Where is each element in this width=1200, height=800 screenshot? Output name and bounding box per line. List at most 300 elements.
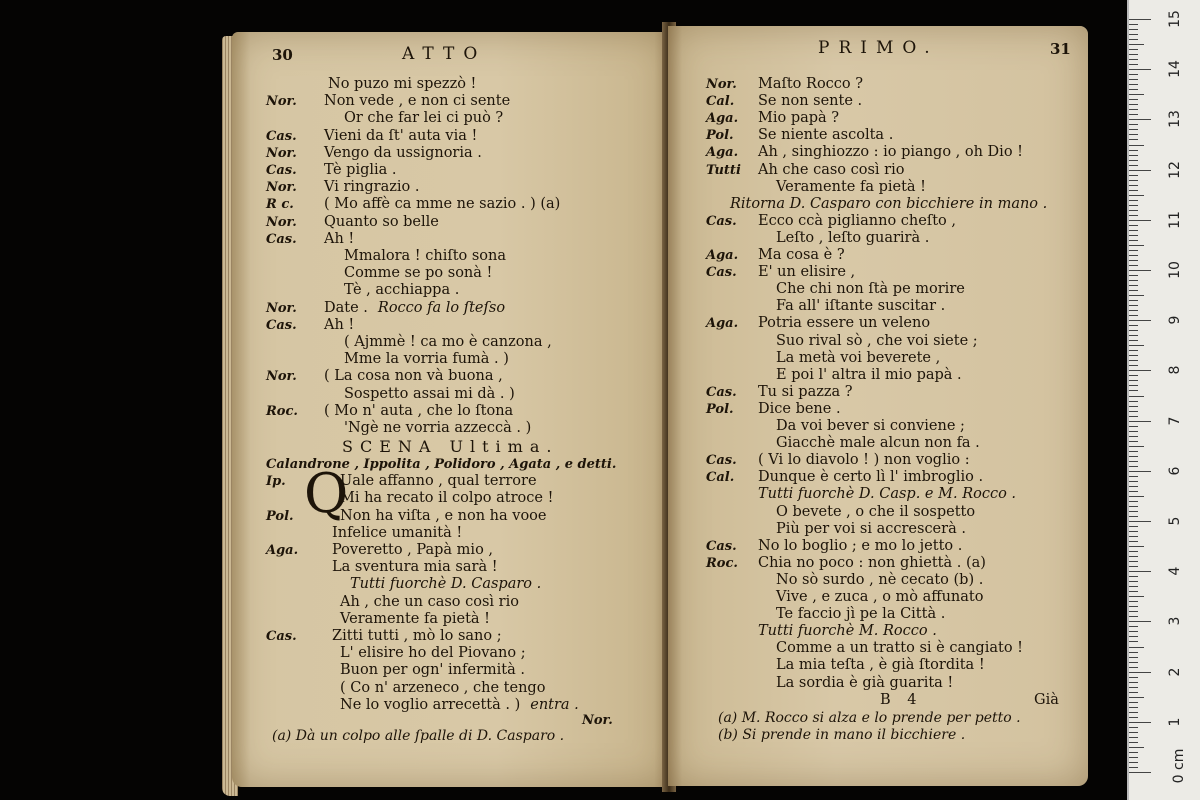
- ruler-tick: [1129, 707, 1138, 708]
- verse-line: [340, 594, 519, 611]
- verse-line: [776, 521, 966, 538]
- ruler-number: 11: [1167, 210, 1183, 229]
- verse-text: No sò surdo , nè cecato (b) .: [776, 571, 984, 588]
- stage-direction: Ritorna D. Casparo con bicchiere in mano .: [730, 195, 1048, 212]
- verse-text: Ah !: [324, 230, 355, 247]
- verse-line: [340, 697, 579, 714]
- signature-mark: B 4: [880, 691, 923, 708]
- verse-text: Ecco ccà piglianno cheſto ,: [758, 212, 956, 229]
- stage-direction: Tutti fuorchè M. Rocco .: [758, 623, 937, 640]
- speaker-label: Nor.: [706, 77, 737, 92]
- ruler-number: 3: [1167, 616, 1183, 626]
- ruler-tick: [1129, 677, 1138, 678]
- ruler-tick: [1129, 531, 1138, 532]
- ruler-tick: [1129, 215, 1138, 216]
- ruler-tick: [1129, 340, 1138, 341]
- verse-text: ( Vi lo diavolo ! ) non voglio :: [758, 452, 970, 469]
- ruler-tick: [1129, 180, 1138, 181]
- verse-line: [324, 300, 505, 317]
- verse-line: [344, 248, 506, 265]
- ruler-tick: [1129, 541, 1138, 542]
- verse-line: [324, 145, 482, 162]
- ruler-tick: [1129, 150, 1138, 151]
- right-page: [668, 26, 1088, 786]
- verse-line: [332, 628, 502, 645]
- stage-direction: Tutti fuorchè D. Casparo .: [350, 576, 542, 593]
- speaker-label: Cas.: [266, 163, 297, 178]
- ruler-tick: [1129, 24, 1138, 25]
- ruler-number: 4: [1167, 566, 1183, 576]
- verse-text: L' elisire ho del Piovano ;: [340, 645, 526, 662]
- verse-text: La sordia è già guarita !: [776, 674, 954, 691]
- ruler-number: 1: [1167, 717, 1183, 727]
- ruler-tick: [1129, 205, 1138, 206]
- ruler-tick: [1129, 305, 1138, 306]
- verse-line: [758, 213, 956, 230]
- verse-line: [776, 504, 975, 521]
- verse-line: [758, 486, 1016, 503]
- ruler-tick: [1129, 175, 1138, 176]
- verse-line: [776, 640, 1023, 657]
- verse-text: Leſto , leſto guarirà .: [776, 229, 930, 246]
- ruler-tick: [1129, 702, 1138, 703]
- speaker-label: Nor.: [266, 214, 297, 230]
- ruler-tick: [1129, 310, 1138, 311]
- ruler-tick: [1129, 290, 1138, 291]
- speaker-label: R c.: [266, 197, 294, 213]
- verse-text: Ne lo voglio arrecettà . ): [340, 696, 521, 713]
- ruler-tick: [1129, 616, 1138, 617]
- ruler-tick: [1129, 451, 1138, 452]
- ruler-tick: [1129, 385, 1138, 386]
- ruler-tick: [1129, 375, 1138, 376]
- ruler-tick: [1129, 416, 1138, 417]
- verse-line: [758, 247, 845, 264]
- ruler-tick: [1129, 74, 1138, 75]
- ruler-tick: [1129, 747, 1144, 748]
- ruler-tick: [1129, 727, 1138, 728]
- verse-line: [324, 93, 510, 110]
- verse-line: [776, 589, 983, 606]
- verse-line: [340, 645, 526, 662]
- verse-line: [340, 473, 537, 490]
- verse-line: [758, 452, 970, 469]
- ruler-tick: [1129, 330, 1138, 331]
- ruler-tick: [1129, 441, 1138, 442]
- verse-line: [344, 110, 503, 127]
- verse-text: Comme a un tratto si è cangiato !: [776, 640, 1023, 657]
- ruler-tick: [1129, 431, 1138, 432]
- ruler-tick: [1129, 647, 1144, 648]
- verse-line: [776, 418, 965, 435]
- verse-line: [324, 128, 477, 145]
- verse-text: Se niente ascolta .: [758, 127, 894, 144]
- ruler-tick: [1129, 250, 1138, 251]
- character-list: Calandrone , Ippolita , Polidoro , Agata , e detti.: [266, 457, 617, 473]
- verse-text: Mmalora ! chiſto sona: [344, 248, 507, 264]
- verse-line: [758, 110, 839, 127]
- verse-line: [758, 264, 855, 281]
- ruler-tick: [1129, 195, 1144, 196]
- ruler-tick: [1129, 134, 1138, 135]
- verse-text: ( La cosa non và buona ,: [324, 368, 503, 385]
- speaker-label: Aga.: [706, 316, 739, 332]
- speaker-label: Nor.: [266, 180, 297, 196]
- ruler-tick: [1129, 641, 1138, 642]
- verse-line: [776, 367, 962, 384]
- ruler-number: 5: [1167, 516, 1183, 526]
- verse-text: Maſto Rocco ?: [758, 76, 864, 92]
- ruler-tick: [1129, 104, 1138, 105]
- verse-line: [324, 368, 503, 385]
- verse-text: No lo boglio ; e mo lo jetto .: [758, 537, 963, 554]
- speaker-label: Cas.: [266, 231, 297, 247]
- verse-line: [340, 611, 490, 628]
- ruler-tick: [1129, 34, 1138, 35]
- verse-text: E poi l' altra il mio papà .: [776, 366, 962, 383]
- ruler-tick: [1129, 295, 1144, 296]
- ruler-tick: [1129, 390, 1138, 391]
- verse-text: Zitti tutti , mò lo sano ;: [332, 628, 502, 644]
- ruler-tick: [1129, 396, 1144, 397]
- verse-text: Te faccio jì pe la Città .: [776, 606, 946, 623]
- ruler-tick: [1129, 426, 1138, 427]
- ruler-tick: [1129, 160, 1138, 161]
- verse-line: [324, 179, 419, 196]
- ruler-tick: [1129, 109, 1138, 110]
- verse-line: [340, 680, 545, 697]
- ruler-unit-label: 0 cm: [1171, 748, 1187, 784]
- ruler-tick: [1129, 712, 1138, 713]
- ruler-tick: [1129, 501, 1138, 502]
- speaker-label: Cas.: [706, 213, 737, 229]
- verse-line: [776, 179, 926, 196]
- verse-text: Vengo da ussignoria .: [324, 144, 482, 161]
- ruler-tick: [1129, 772, 1151, 773]
- ruler-tick: [1129, 476, 1138, 477]
- verse-text: La mia teſta , è già ſtordita !: [776, 657, 985, 674]
- speaker-label: Cas.: [706, 265, 737, 281]
- ruler-tick: [1129, 682, 1138, 683]
- verse-text: Date .: [324, 299, 368, 316]
- ruler-tick: [1129, 265, 1138, 266]
- ruler-tick: [1129, 260, 1138, 261]
- ruler-tick: [1129, 737, 1138, 738]
- verse-text: Ma cosa è ?: [758, 247, 845, 263]
- ruler-tick: [1129, 546, 1144, 547]
- verse-line: [350, 576, 541, 593]
- ruler-tick: [1129, 767, 1138, 768]
- verse-text: Ah !: [324, 316, 355, 333]
- ruler-tick: [1129, 119, 1151, 120]
- verse-text: Fa all' iſtante suscitar .: [776, 298, 946, 315]
- ruler-tick: [1129, 621, 1151, 622]
- speaker-label: Roc.: [706, 555, 738, 571]
- ruler-tick: [1129, 124, 1138, 125]
- verse-text: Che chi non ſtà pe morire: [776, 281, 965, 298]
- ruler-tick: [1129, 436, 1138, 437]
- speaker-label: Pol.: [706, 401, 734, 417]
- ruler-tick: [1129, 220, 1151, 221]
- ruler-tick: [1129, 114, 1138, 115]
- verse-line: [776, 572, 983, 589]
- ruler-tick: [1129, 536, 1138, 537]
- verse-text: Mi ha recato il colpo atroce !: [340, 490, 554, 507]
- verse-line: [344, 334, 552, 351]
- ruler-tick: [1129, 697, 1144, 698]
- ruler-tick: [1129, 596, 1144, 597]
- ruler-tick: [1129, 270, 1151, 271]
- page-number-right: 31: [1050, 40, 1071, 58]
- ruler-tick: [1129, 762, 1138, 763]
- verse-line: [344, 282, 459, 299]
- ruler-number: 12: [1167, 160, 1183, 179]
- ruler-tick: [1129, 155, 1138, 156]
- ruler-number: 8: [1167, 365, 1183, 375]
- ruler-tick: [1129, 360, 1138, 361]
- ruler-number: 13: [1167, 110, 1183, 129]
- ruler-tick: [1129, 325, 1138, 326]
- ruler-tick: [1129, 672, 1151, 673]
- running-head-right: PRIMO.: [818, 38, 939, 58]
- verse-text: Veramente fa pietà !: [340, 610, 491, 627]
- verse-text: Vi ringrazio .: [324, 179, 420, 196]
- ruler-tick: [1129, 59, 1138, 60]
- ruler-tick: [1129, 626, 1138, 627]
- speaker-label: Nor.: [266, 145, 297, 161]
- ruler-tick: [1129, 240, 1138, 241]
- ruler-tick: [1129, 752, 1138, 753]
- verse-line: [758, 162, 904, 179]
- ruler-tick: [1129, 54, 1138, 55]
- verse-line: [328, 76, 476, 93]
- ruler-tick: [1129, 235, 1138, 236]
- verse-text: Suo rival sò , che voi siete ;: [776, 332, 978, 349]
- verse-line: [758, 538, 962, 555]
- ruler-tick: [1129, 456, 1138, 457]
- verse-text: Buon per ogn' infermità .: [340, 662, 525, 679]
- verse-text: Ah , singhiozzo : io piango , oh Dio !: [758, 144, 1023, 161]
- ruler-tick: [1129, 225, 1138, 226]
- verse-text: Giacchè male alcun non fa .: [776, 435, 980, 452]
- ruler-tick: [1129, 300, 1138, 301]
- ruler-tick: [1129, 39, 1138, 40]
- verse-line: [332, 542, 493, 559]
- verse-line: [776, 230, 929, 247]
- ruler-tick: [1129, 285, 1138, 286]
- verse-text: Quanto so belle: [324, 213, 439, 230]
- ruler-tick: [1129, 255, 1138, 256]
- ruler-tick: [1129, 79, 1138, 80]
- ruler-number: 14: [1167, 60, 1183, 79]
- ruler-tick: [1129, 652, 1138, 653]
- speaker-label: Cas.: [266, 629, 297, 644]
- ruler-tick: [1129, 742, 1138, 743]
- ruler-tick: [1129, 210, 1138, 211]
- verse-line: [758, 401, 841, 418]
- ruler-tick: [1129, 69, 1151, 70]
- verse-text: Mme la vorria fumà . ): [344, 351, 509, 368]
- ruler-tick: [1129, 606, 1138, 607]
- verse-text: La sventura mia sarà !: [332, 559, 498, 576]
- verse-line: [324, 214, 439, 231]
- ruler-number: 10: [1167, 261, 1183, 279]
- ruler-tick: [1129, 581, 1138, 582]
- ruler-tick: [1129, 401, 1138, 402]
- verse-text: Tè , acchiappa .: [344, 282, 460, 299]
- ruler-tick: [1129, 521, 1151, 522]
- speaker-label: Aga.: [706, 248, 739, 263]
- stage-direction: entra .: [530, 696, 579, 713]
- ruler-tick: [1129, 556, 1138, 557]
- verse-text: ( Ajmmè ! ca mo è canzona ,: [344, 334, 552, 350]
- verse-text: O bevete , o che il sospetto: [776, 503, 976, 520]
- ruler-tick: [1129, 380, 1138, 381]
- speaker-label: Nor.: [266, 94, 297, 110]
- ruler-tick: [1129, 486, 1138, 487]
- speaker-label: Pol.: [706, 128, 734, 144]
- ruler-tick: [1129, 320, 1151, 321]
- verse-line: [758, 76, 863, 93]
- ruler-tick: [1129, 511, 1138, 512]
- open-book: [222, 22, 1092, 784]
- footnote-left: (a) Dà un colpo alle ſpalle di D. Casparo .: [272, 728, 565, 744]
- ruler-tick: [1129, 667, 1138, 668]
- ruler-tick: [1129, 466, 1138, 467]
- verse-text: Tè piglia .: [324, 162, 397, 178]
- verse-line: [324, 196, 560, 213]
- ruler-tick: [1129, 145, 1144, 146]
- ruler-tick: [1129, 757, 1138, 758]
- ruler-number: 2: [1167, 667, 1183, 677]
- verse-line: [758, 469, 983, 486]
- verse-line: [776, 281, 965, 298]
- ruler-tick: [1129, 335, 1138, 336]
- ruler-tick: [1129, 94, 1144, 95]
- ruler-tick: [1129, 200, 1138, 201]
- verse-line: [344, 351, 509, 368]
- speaker-label: Cal.: [706, 94, 735, 110]
- ruler-tick: [1129, 44, 1144, 45]
- stage-direction: Tutti fuorchè D. Casp. e M. Rocco .: [758, 486, 1017, 503]
- catchword-left: Nor.: [582, 713, 613, 728]
- ruler-tick: [1129, 601, 1138, 602]
- ruler-tick: [1129, 411, 1138, 412]
- ruler-tick: [1129, 190, 1138, 191]
- ruler-tick: [1129, 662, 1138, 663]
- verse-line: [758, 315, 930, 332]
- ruler-tick: [1129, 230, 1138, 231]
- speaker-label: Roc.: [266, 403, 298, 419]
- verse-text: Ah , che un caso così rio: [340, 593, 519, 610]
- verse-line: [758, 144, 1023, 161]
- verse-line: [776, 606, 945, 623]
- verse-text: ( Co n' arzeneco , che tengo: [340, 679, 546, 696]
- verse-line: [340, 508, 546, 525]
- verse-text: Potria essere un veleno: [758, 315, 931, 332]
- ruler-tick: [1129, 421, 1151, 422]
- ruler-tick: [1129, 491, 1138, 492]
- speaker-label: Tutti: [706, 162, 741, 178]
- ruler-number: 15: [1167, 10, 1183, 28]
- verse-text: Ah che caso così rio: [758, 161, 905, 178]
- ruler-tick: [1129, 717, 1138, 718]
- verse-line: [758, 384, 853, 401]
- speaker-label: Cas.: [706, 453, 737, 469]
- ruler-tick: [1129, 84, 1138, 85]
- speaker-label: Cas.: [706, 538, 737, 554]
- speaker-label: Cas.: [706, 384, 737, 400]
- measurement-ruler: [1127, 0, 1200, 800]
- ruler-tick: [1129, 64, 1138, 65]
- ruler-number: 7: [1167, 416, 1183, 426]
- left-page: [232, 32, 672, 787]
- verse-line: [324, 317, 354, 334]
- verse-line: [776, 298, 945, 315]
- speaker-label: Aga.: [706, 111, 739, 127]
- speaker-label: Ip.: [266, 474, 286, 490]
- verse-line: [776, 435, 980, 452]
- speaker-label: Pol.: [266, 508, 294, 524]
- verse-text: Vieni da ſt' auta via !: [324, 127, 478, 144]
- verse-text: La metà voi beverete ,: [776, 349, 941, 366]
- ruler-tick: [1129, 461, 1138, 462]
- verse-text: Da voi bever si conviene ;: [776, 418, 965, 434]
- ruler-tick: [1129, 516, 1138, 517]
- ruler-tick: [1129, 350, 1138, 351]
- verse-line: [776, 350, 940, 367]
- speaker-label: Cal.: [706, 470, 735, 486]
- verse-text: Or che far lei ci può ?: [344, 110, 504, 127]
- verse-text: Poveretto , Papà mio ,: [332, 542, 494, 558]
- verse-text: No puzo mi spezzò !: [328, 76, 477, 92]
- verse-line: [344, 386, 515, 403]
- verse-line: [340, 662, 525, 679]
- verse-line: [776, 657, 985, 674]
- verse-line: [332, 559, 498, 576]
- verse-text: Più per voi si accrescerà .: [776, 520, 966, 537]
- ruler-tick: [1129, 722, 1151, 723]
- verse-text: Uale affanno , qual terrore: [340, 473, 537, 490]
- verse-line: [344, 265, 492, 282]
- verse-line: [324, 231, 354, 248]
- speaker-label: Nor.: [266, 369, 297, 385]
- ruler-tick: [1129, 481, 1138, 482]
- ruler-tick: [1129, 89, 1138, 90]
- ruler-tick: [1129, 611, 1138, 612]
- speaker-label: Cas.: [266, 128, 297, 144]
- verse-text: 'Ngè ne vorria azzeccà . ): [344, 420, 532, 436]
- ruler-tick: [1129, 165, 1138, 166]
- verse-line: [776, 333, 978, 350]
- ruler-tick: [1129, 571, 1151, 572]
- ruler-tick: [1129, 496, 1144, 497]
- page-number-left: 30: [272, 46, 293, 64]
- ruler-tick: [1129, 345, 1144, 346]
- verse-text: Dice bene .: [758, 400, 841, 417]
- ruler-tick: [1129, 692, 1138, 693]
- ruler-tick: [1129, 129, 1138, 130]
- verse-text: Non vede , e non ci sente: [324, 93, 511, 110]
- ruler-tick: [1129, 446, 1144, 447]
- ruler-tick: [1129, 280, 1138, 281]
- ruler-tick: [1129, 576, 1138, 577]
- verse-line: [758, 93, 862, 110]
- speaker-label: Nor.: [266, 300, 297, 316]
- verse-text: E' un elisire ,: [758, 264, 856, 281]
- ruler-tick: [1129, 365, 1138, 366]
- scene-title: SCENA Ultima.: [342, 437, 559, 457]
